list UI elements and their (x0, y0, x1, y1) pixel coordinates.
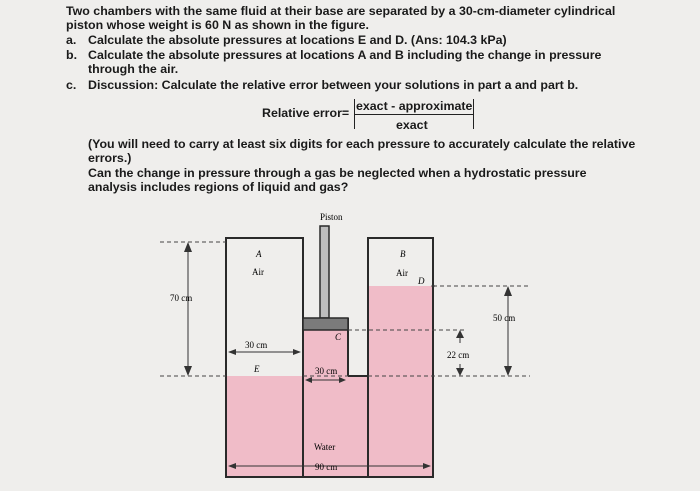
label-e: E (254, 364, 260, 374)
dim-30-bottom-label: 30 cm (315, 366, 338, 376)
piston-label: Piston (320, 212, 343, 222)
label-c: C (335, 332, 342, 342)
piston-rod (320, 226, 329, 318)
dim-30-left-label: 30 cm (245, 340, 268, 350)
formula-numerator: exact - approximate (356, 99, 473, 113)
intro-line-2: piston whose weight is 60 N as shown in the figure. (66, 18, 369, 32)
label-air-left: Air (252, 267, 264, 277)
item-c-label: c. (66, 78, 77, 92)
point-d-dot (432, 285, 435, 288)
dim-50-label: 50 cm (493, 313, 516, 323)
question-line-2: analysis includes regions of liquid and gas? (88, 180, 349, 194)
label-air-right: Air (396, 268, 408, 278)
label-b: B (400, 249, 406, 259)
label-a: A (256, 249, 262, 259)
piston-head (303, 318, 348, 330)
dim-22-label: 22 cm (447, 350, 470, 360)
item-b-label: b. (66, 48, 78, 62)
note-line-2: errors.) (88, 151, 132, 165)
dim-90-label: 90 cm (315, 462, 338, 472)
formula-denominator: exact (396, 118, 428, 132)
dim-70-label: 70 cm (170, 293, 193, 303)
item-a-text: Calculate the absolute pressures at locations E and D. (Ans: 104.3 kPa) (88, 33, 507, 47)
intro-line-1: Two chambers with the same fluid at their base are separated by a 30-cm-diameter cylindrical (66, 4, 616, 18)
water-label: Water (314, 442, 336, 452)
item-b-text-1: Calculate the absolute pressures at locations A and B including the change in pressure (88, 48, 602, 62)
label-d: D (418, 276, 425, 286)
item-c-text: Discussion: Calculate the relative error between your solutions in part a and part b. (88, 78, 579, 92)
formula-label: Relative error= (262, 106, 350, 120)
item-b-text-2: through the air. (88, 62, 179, 76)
item-a-label: a. (66, 33, 77, 47)
note-line-1: (You will need to carry at least six digits for each pressure to accurately calculate the relative (88, 137, 636, 151)
question-line-1: Can the change in pressure through a gas be neglected when a hydrostatic pressure (88, 166, 587, 180)
